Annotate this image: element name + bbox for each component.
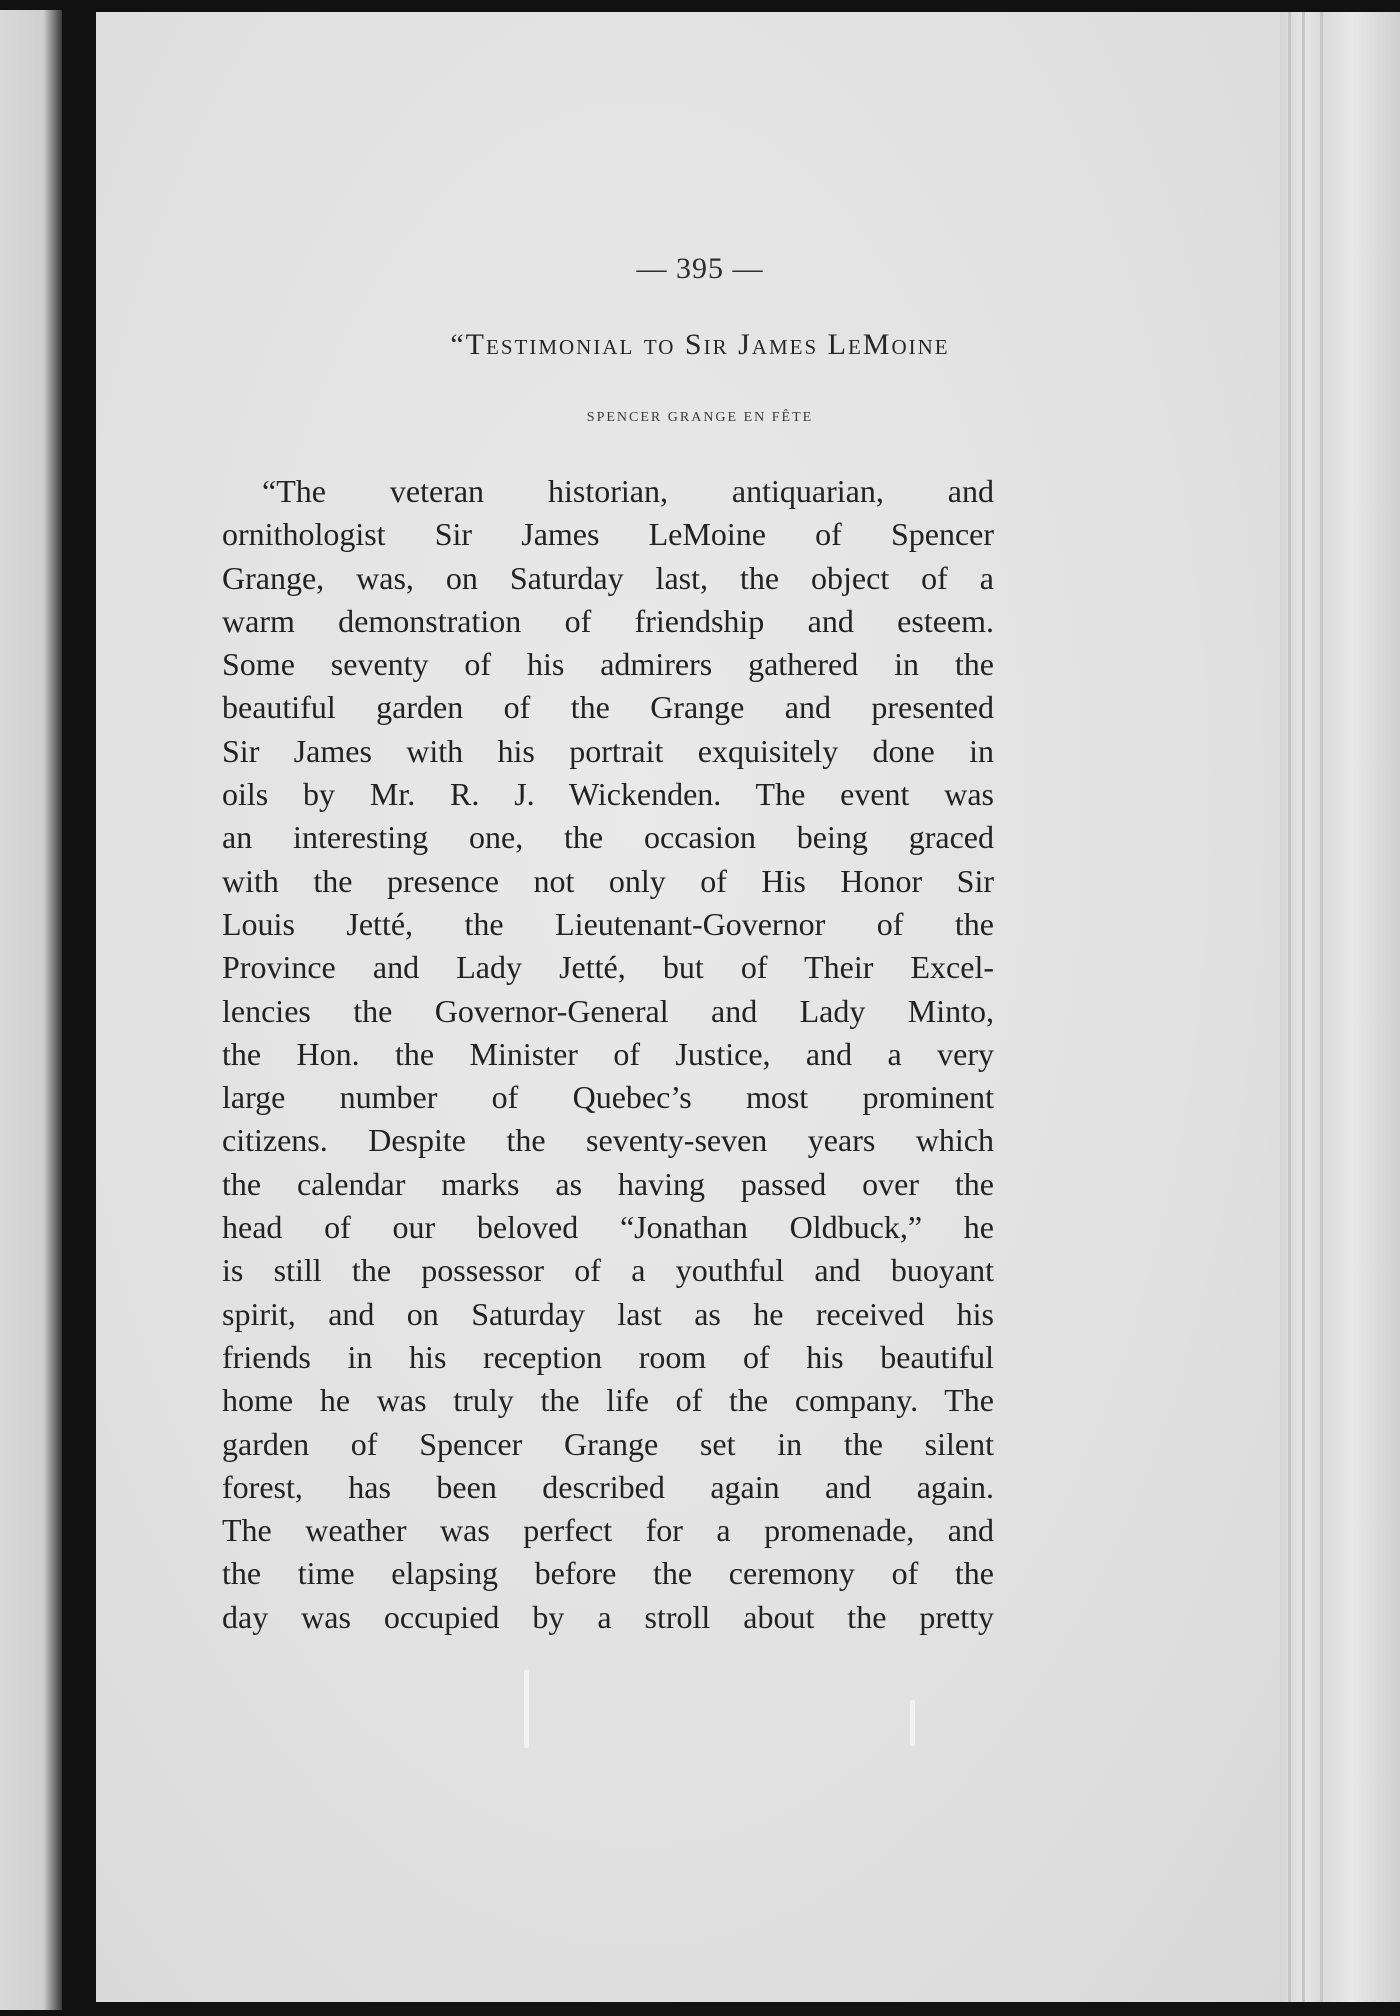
text-line: Grange, was, on Saturday last, the object of a	[222, 559, 994, 596]
text-line: warm demonstration of friendship and esteem.	[222, 602, 994, 639]
text-line: The weather was perfect for a promenade, and	[222, 1512, 994, 1549]
text-line: friends in his reception room of his beautiful	[222, 1338, 994, 1375]
text-line: citizens. Despite the seventy-seven years which	[222, 1122, 994, 1159]
text-line: day was occupied by a stroll about the pretty	[222, 1598, 994, 1635]
text-line: an interesting one, the occasion being graced	[222, 819, 994, 856]
text-line: oils by Mr. R. J. Wickenden. The event was	[222, 776, 994, 813]
text-line: garden of Spencer Grange set in the silent	[222, 1425, 994, 1462]
text-line: the calendar marks as having passed over the	[222, 1165, 994, 1202]
left-page-edge	[0, 10, 62, 2010]
article-subtitle: SPENCER GRANGE EN FÊTE	[586, 410, 814, 425]
text-line: “The veteran historian, antiquarian, and	[262, 473, 994, 509]
paper-mark	[524, 1670, 529, 1748]
article-title: “Testimonial to Sir James LeMoine	[450, 328, 950, 361]
text-line: head of our beloved “Jonathan Oldbuck,” he	[222, 1209, 994, 1246]
text-line: large number of Quebec’s most prominent	[222, 1079, 994, 1116]
text-line: Sir James with his portrait exquisitely done in	[222, 732, 994, 769]
text-line: is still the possessor of a youthful and buoyant	[222, 1252, 994, 1289]
text-line: Some seventy of his admirers gathered in the	[222, 646, 994, 683]
text-line: lencies the Governor-General and Lady Minto,	[222, 992, 994, 1029]
text-line: Louis Jetté, the Lieutenant-Governor of the	[222, 905, 994, 942]
text-line: spirit, and on Saturday last as he received his	[222, 1295, 994, 1332]
text-line: home he was truly the life of the company. The	[222, 1382, 994, 1419]
page-number: — 395 —	[636, 252, 764, 285]
paper-mark	[910, 1700, 915, 1746]
text-line: with the presence not only of His Honor Sir	[222, 862, 994, 899]
text-line: the Hon. the Minister of Justice, and a very	[222, 1035, 994, 1072]
text-line: Province and Lady Jetté, but of Their Excel-	[222, 949, 994, 986]
text-line: forest, has been described again and again.	[222, 1468, 994, 1505]
text-line: beautiful garden of the Grange and presented	[222, 689, 994, 726]
text-line: ornithologist Sir James LeMoine of Spencer	[222, 516, 994, 553]
right-page-edge	[1280, 12, 1400, 2002]
body-text	[222, 470, 994, 1639]
text-line: the time elapsing before the ceremony of the	[222, 1555, 994, 1592]
